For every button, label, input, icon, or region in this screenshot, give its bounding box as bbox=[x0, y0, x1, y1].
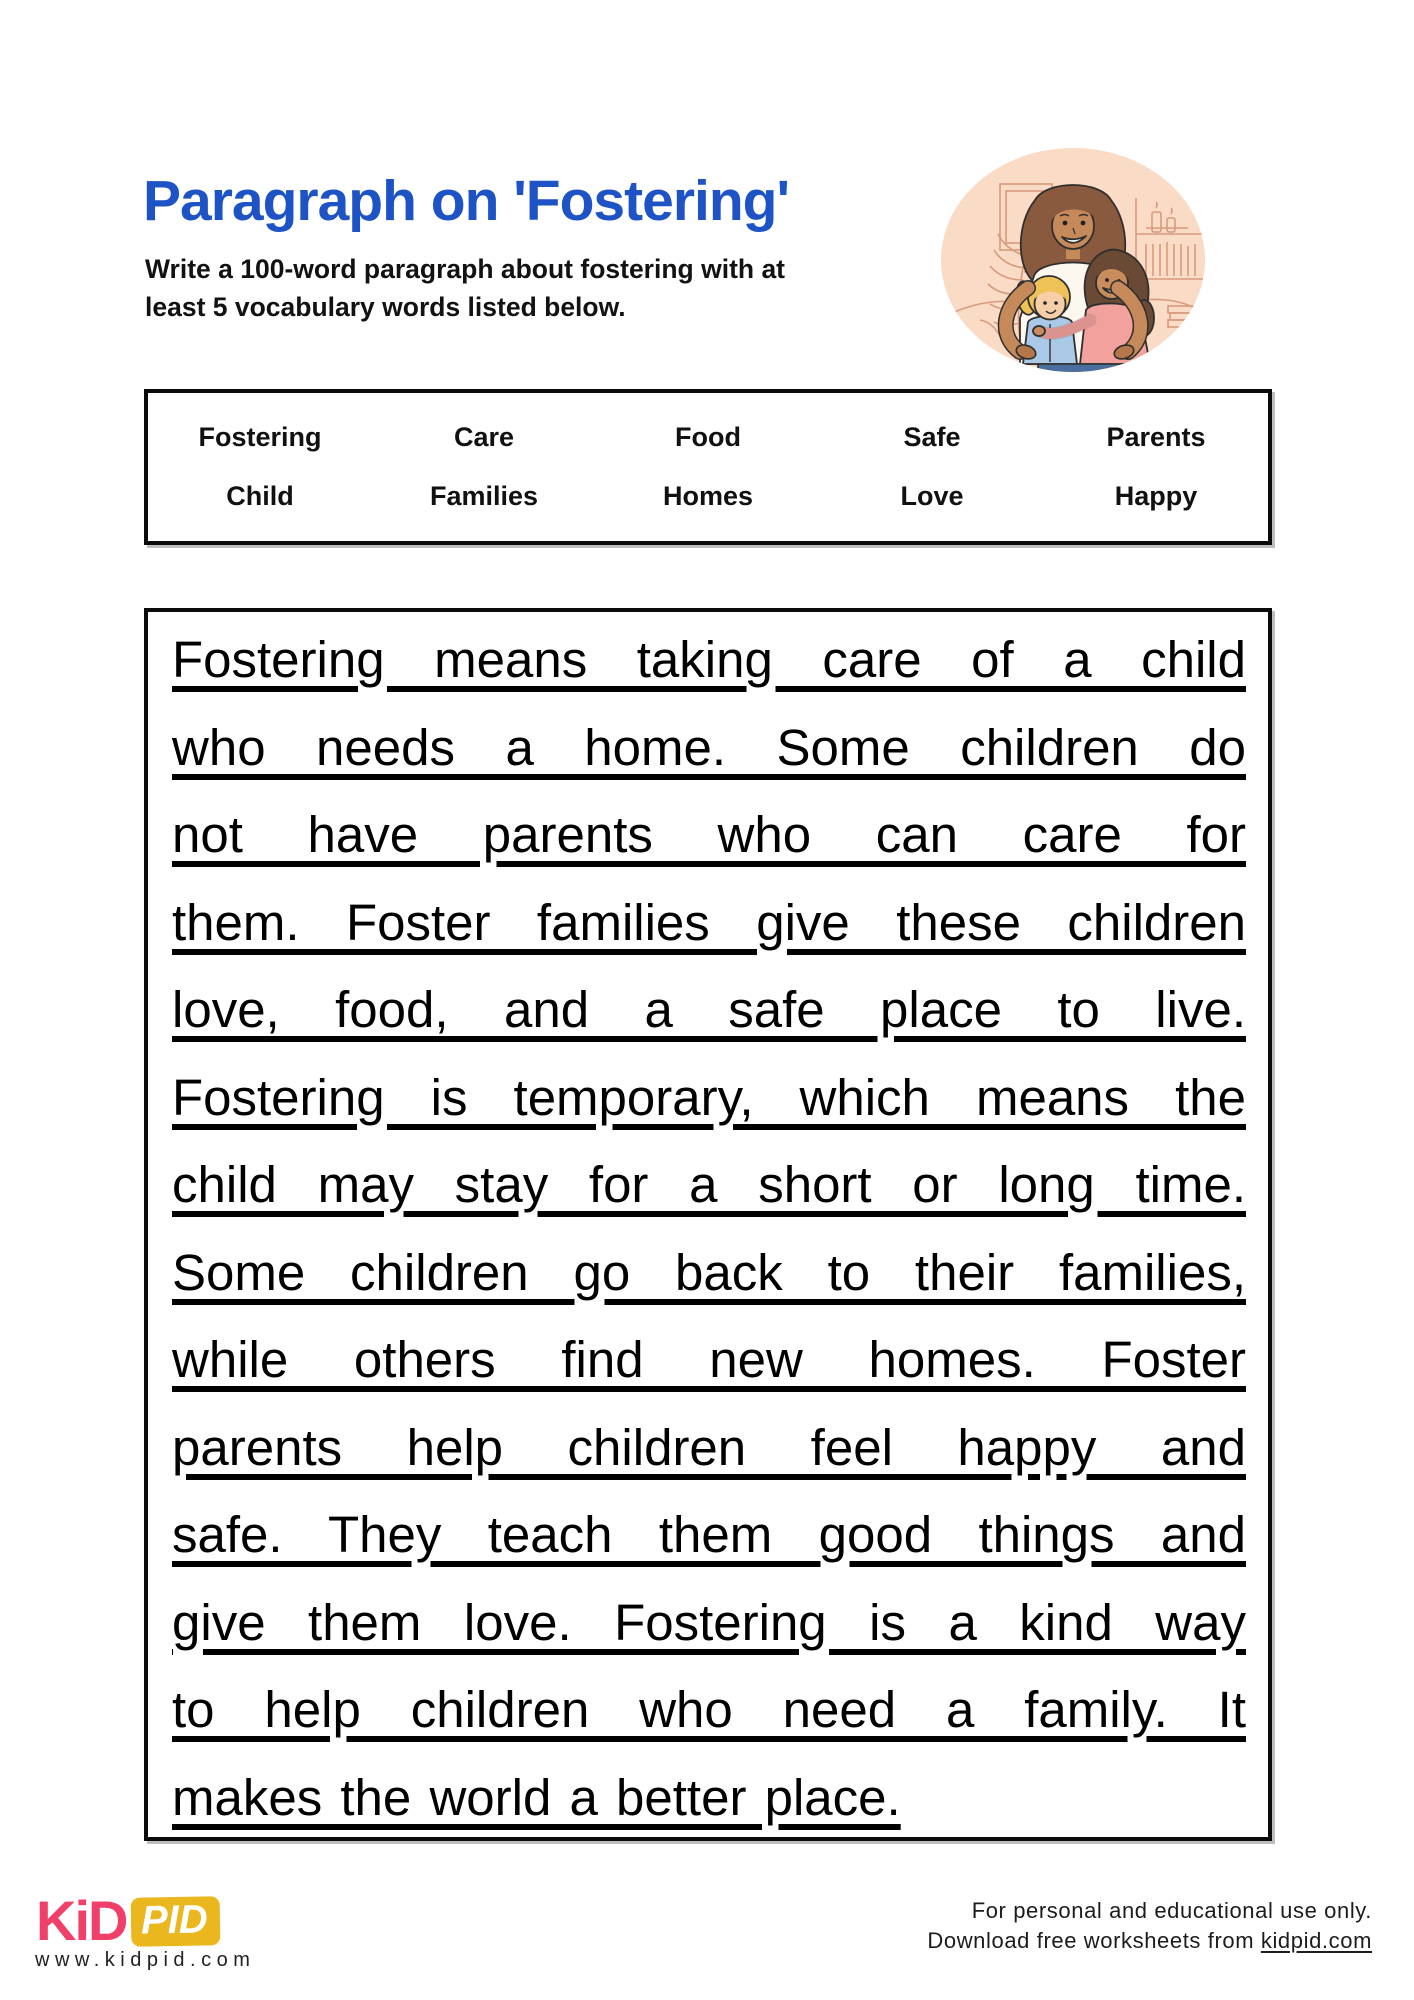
logo-pid-badge: PID bbox=[131, 1896, 221, 1947]
paragraph-line: Fostering means taking care of a child bbox=[172, 631, 1246, 688]
paragraph-line: child may stay for a short or long time. bbox=[172, 1156, 1246, 1213]
logo-kid-text: KiD bbox=[36, 1889, 127, 1952]
paragraph-line: to help children who need a family. It bbox=[172, 1681, 1246, 1738]
website-url: www.kidpid.com bbox=[35, 1949, 256, 1971]
vocab-word-parents: Parents bbox=[1106, 421, 1206, 452]
instructions bbox=[145, 250, 1005, 326]
vocab-row-2 bbox=[148, 481, 1268, 512]
paragraph-line: who needs a home. Some children do bbox=[172, 718, 1246, 776]
kidpid-link[interactable]: kidpid.com bbox=[1260, 1927, 1372, 1953]
paragraph-line: makes the world a better place. bbox=[172, 1768, 901, 1826]
vocab-word-care: Care bbox=[453, 421, 515, 452]
paragraph-line: while others find new homes. Foster bbox=[172, 1331, 1246, 1388]
vocab-row-1 bbox=[148, 422, 1268, 453]
paragraph-box bbox=[144, 608, 1272, 1841]
vocab-word-homes: Homes bbox=[662, 481, 754, 512]
kidpid-logo bbox=[36, 1889, 220, 1952]
paragraph-line: love, food, and a safe place to live. bbox=[172, 981, 1246, 1038]
vocab-word-happy: Happy bbox=[1114, 481, 1198, 512]
instructions-line-2: least 5 vocabulary words listed below. bbox=[145, 292, 626, 322]
page-title: Paragraph on 'Fostering' bbox=[143, 169, 790, 233]
family-hug-illustration bbox=[940, 146, 1206, 374]
vocab-word-love: Love bbox=[900, 481, 964, 512]
usage-note bbox=[927, 1896, 1372, 1955]
paragraph-line: parents help children feel happy and bbox=[172, 1418, 1246, 1476]
vocab-word-food: Food bbox=[675, 421, 741, 452]
vocabulary-box bbox=[144, 389, 1272, 545]
paragraph-line: not have parents who can care for bbox=[172, 806, 1246, 863]
vocab-word-safe: Safe bbox=[903, 421, 961, 452]
paragraph-line: them. Foster families give these children bbox=[172, 893, 1246, 951]
vocab-word-child: Child bbox=[226, 481, 294, 512]
paragraph-line: safe. They teach them good things and bbox=[172, 1506, 1246, 1563]
usage-note-line-2: Download free worksheets from kidpid.com bbox=[927, 1927, 1372, 1953]
paragraph-line: Fostering is temporary, which means the bbox=[172, 1068, 1246, 1126]
paragraph-line: give them love. Fostering is a kind way bbox=[172, 1593, 1246, 1651]
instructions-line-1: Write a 100-word paragraph about fostering with at bbox=[145, 254, 786, 284]
vocab-word-fostering: Fostering bbox=[198, 421, 322, 452]
paragraph-line: Some children go back to their families, bbox=[172, 1243, 1246, 1301]
usage-note-line-1: For personal and educational use only. bbox=[971, 1898, 1372, 1923]
family-hug-illustration-svg bbox=[940, 146, 1206, 374]
vocab-word-families: Families bbox=[429, 481, 539, 512]
